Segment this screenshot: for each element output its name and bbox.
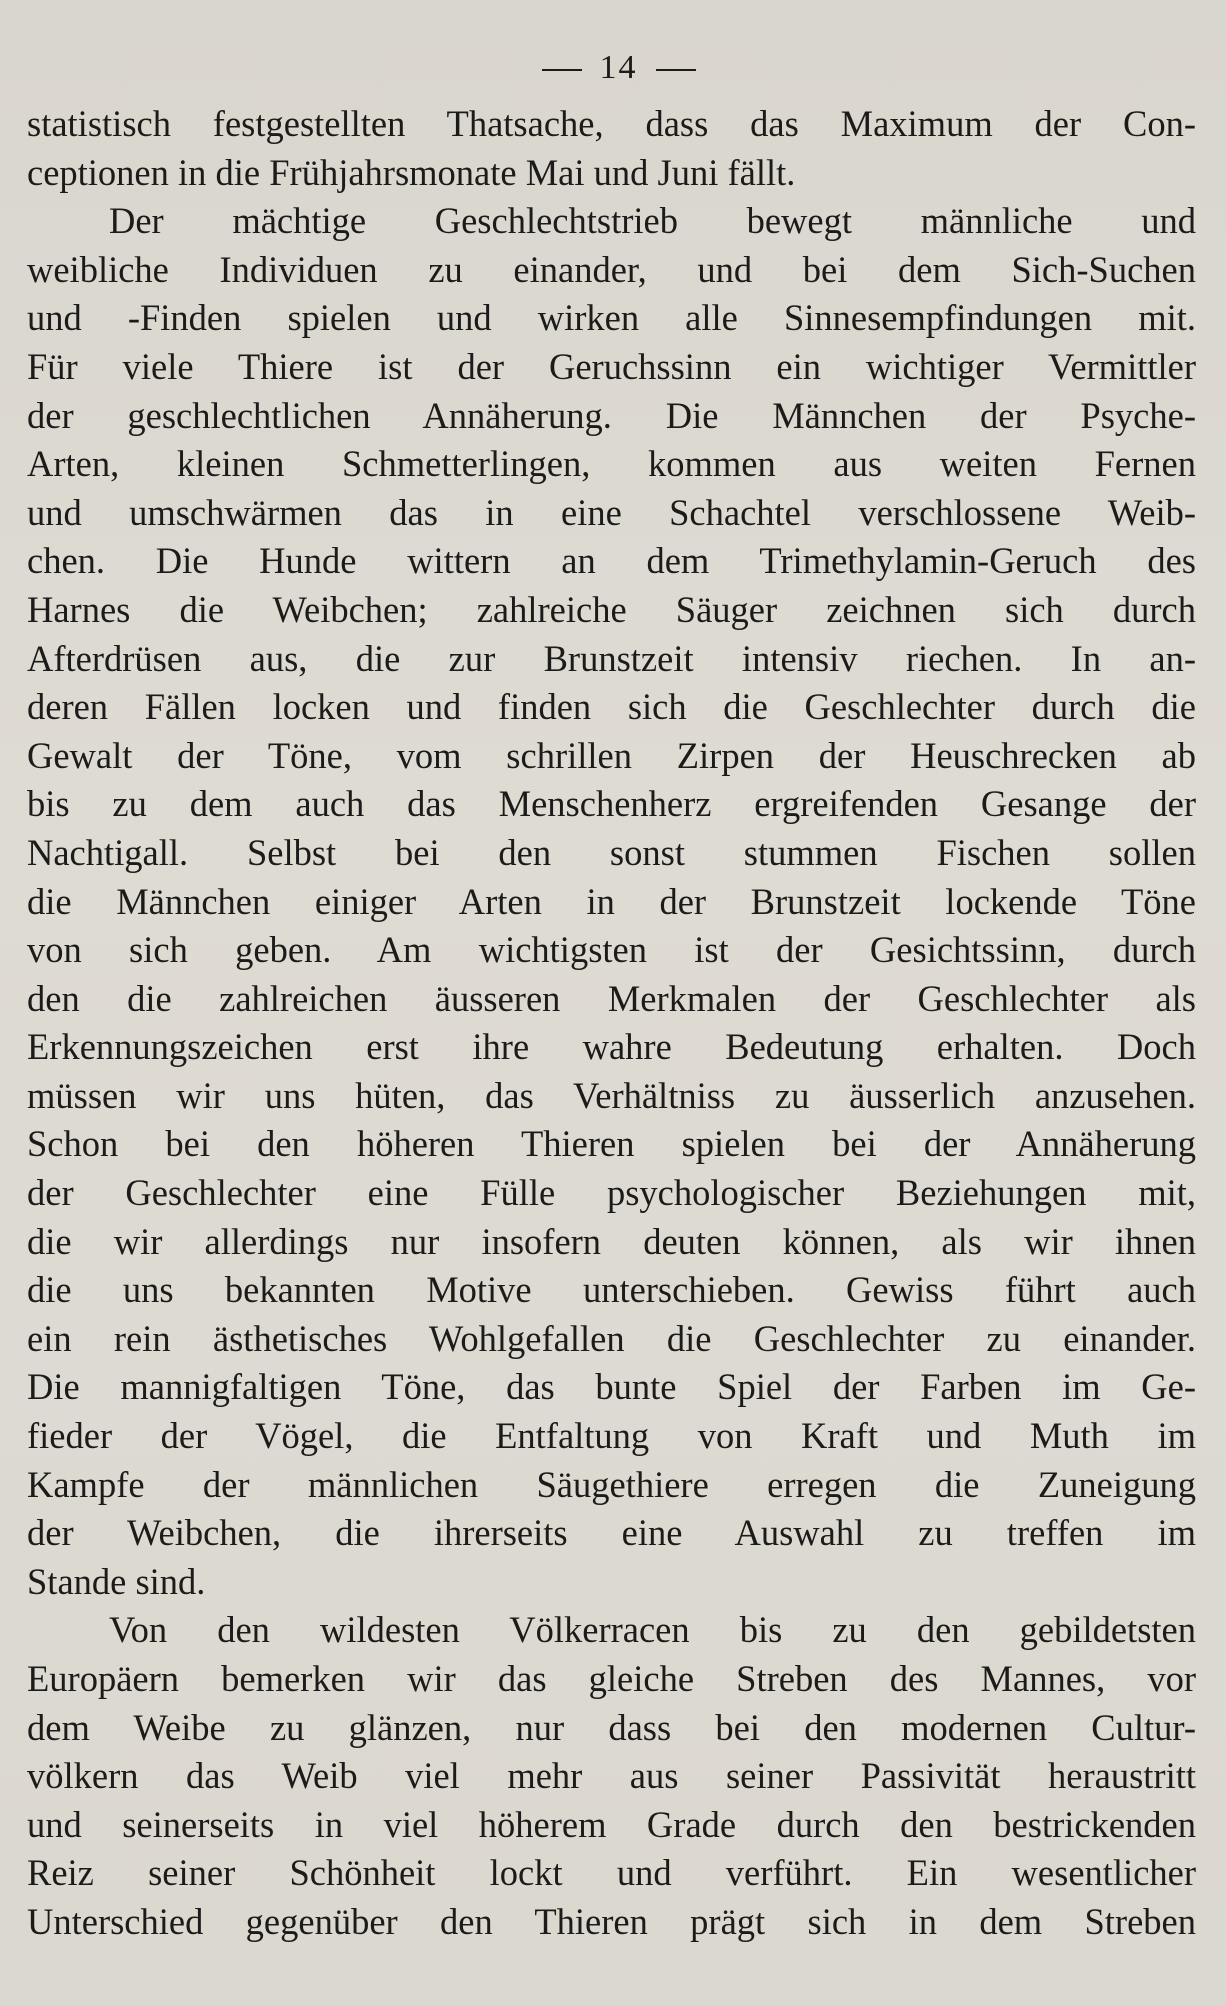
text-line: Der mächtige Geschlechtstrieb bewegt männliche und xyxy=(109,200,1196,242)
text-line: dem Weibe zu glänzen, nur dass bei den modernen Cultur- xyxy=(27,1706,1196,1748)
text-line: deren Fällen locken und finden sich die Geschlechter durch die xyxy=(27,686,1196,728)
text-line: müssen wir uns hüten, das Verhältniss zu äusserlich anzusehen. xyxy=(27,1074,1196,1116)
text-line: die Männchen einiger Arten in der Brunstzeit lockende Töne xyxy=(27,880,1196,922)
text-line: fieder der Vögel, die Entfaltung von Kraft und Muth im xyxy=(27,1415,1196,1457)
text-line: Schon bei den höheren Thieren spielen bei der Annäherung xyxy=(27,1123,1196,1165)
text-line: und -Finden spielen und wirken alle Sinnesempfindungen mit. xyxy=(27,297,1196,339)
header-dash-right xyxy=(656,69,696,71)
text-line: und umschwärmen das in eine Schachtel verschlossene Weib- xyxy=(27,491,1196,533)
text-line: chen. Die Hunde wittern an dem Trimethylamin-Geruch des xyxy=(27,540,1196,582)
text-line: statistisch festgestellten Thatsache, dass das Maximum der Con- xyxy=(27,103,1196,144)
text-line: Europäern bemerken wir das gleiche Streben des Mannes, vor xyxy=(27,1658,1196,1699)
text-line: und seinerseits in viel höherem Grade durch den bestrickenden xyxy=(27,1803,1196,1845)
text-line: Reiz seiner Schönheit lockt und verführt. Ein wesentlicher xyxy=(27,1852,1196,1894)
text-line: Afterdrüsen aus, die zur Brunstzeit intensiv riechen. In an- xyxy=(27,637,1196,679)
text-line: bis zu dem auch das Menschenherz ergreifenden Gesange der xyxy=(27,783,1196,825)
text-line: Arten, kleinen Schmetterlingen, kommen aus weiten Fernen xyxy=(27,443,1196,485)
text-line: weibliche Individuen zu einander, und bei dem Sich-Suchen xyxy=(27,248,1196,290)
header-dash-left xyxy=(542,69,582,71)
text-line: der Geschlechter eine Fülle psychologischer Beziehungen mit, xyxy=(27,1172,1196,1214)
text-line: Gewalt der Töne, vom schrillen Zirpen der Heuschrecken ab xyxy=(27,734,1196,776)
paragraph xyxy=(27,1606,1196,1946)
text-line: Stande sind. xyxy=(27,1560,206,1602)
text-line: Unterschied gegenüber den Thieren prägt sich in dem Streben xyxy=(27,1900,1196,1942)
text-line: Harnes die Weibchen; zahlreiche Säuger zeichnen sich durch xyxy=(27,588,1196,630)
text-line: Für viele Thiere ist der Geruchssinn ein wichtiger Vermittler xyxy=(27,345,1196,387)
text-line: der Weibchen, die ihrerseits eine Auswahl zu treffen im xyxy=(27,1512,1196,1554)
body-text xyxy=(27,100,1196,1947)
paragraph xyxy=(27,100,1196,197)
paragraph xyxy=(27,197,1196,1606)
text-line: die wir allerdings nur insofern deuten können, als wir ihnen xyxy=(27,1220,1196,1262)
text-line: ein rein ästhetisches Wohlgefallen die Geschlechter zu einander. xyxy=(27,1317,1196,1359)
text-line: der geschlechtlichen Annäherung. Die Männchen der Psyche- xyxy=(27,394,1196,436)
text-line: Die mannigfaltigen Töne, das bunte Spiel der Farben im Ge- xyxy=(27,1366,1196,1408)
text-line: Nachtigall. Selbst bei den sonst stummen Fischen sollen xyxy=(27,831,1196,873)
text-line: die uns bekannten Motive unterschieben. Gewiss führt auch xyxy=(27,1269,1196,1311)
page-number: 14 xyxy=(599,49,638,86)
page-header xyxy=(41,44,1196,100)
text-line: Von den wildesten Völkerracen bis zu den gebildetsten xyxy=(109,1609,1196,1651)
text-line: völkern das Weib viel mehr aus seiner Passivität heraustritt xyxy=(27,1755,1196,1797)
text-line: von sich geben. Am wichtigsten ist der Gesichtssinn, durch xyxy=(27,929,1196,971)
text-line: den die zahlreichen äusseren Merkmalen der Geschlechter als xyxy=(27,977,1196,1019)
text-line: Kampfe der männlichen Säugethiere erregen die Zuneigung xyxy=(27,1463,1196,1505)
text-line: Erkennungszeichen erst ihre wahre Bedeutung erhalten. Doch xyxy=(27,1026,1196,1068)
text-line: ceptionen in die Frühjahrsmonate Mai und Juni fällt. xyxy=(27,151,796,193)
